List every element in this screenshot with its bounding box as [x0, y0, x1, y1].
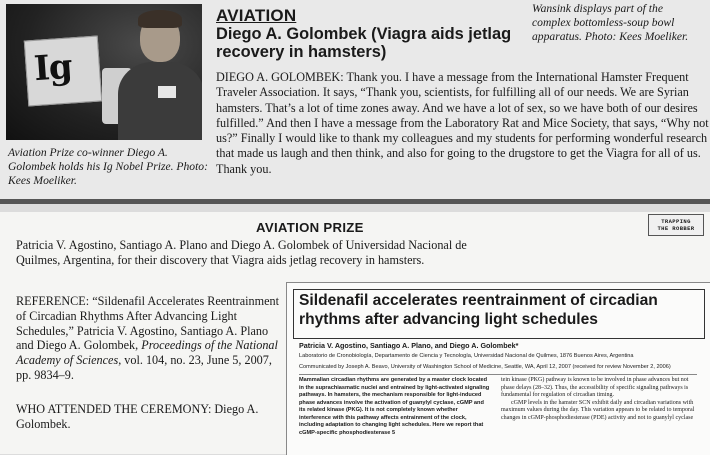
paper-rule: [299, 374, 697, 375]
speech-transcript: [216, 70, 710, 177]
paper-authors: Patricia V. Agostino, Santiago A. Plano, and Diego A. Golombek*: [299, 341, 519, 350]
golombek-photo: [6, 4, 202, 140]
person-hair: [138, 10, 182, 28]
photo-caption: Aviation Prize co-winner Diego A. Golombek holds his Ig Nobel Prize. Photo: Kees Moeliker.: [8, 146, 208, 188]
reference-label: REFERENCE:: [16, 294, 93, 308]
paper-communicated: Communicated by Joseph A. Beavo, University of Washington School of Medicine, Seattle, WA, April 12, 2007 (received for review November 2, 2006): [299, 364, 671, 370]
reference-journal: Proceedings of the National Academy of Sciences: [16, 338, 278, 368]
person-body: [118, 62, 202, 140]
ceremony-attendee: WHO ATTENDED THE CEREMONY: Diego A. Golombek.: [16, 402, 259, 431]
paper-col2-paragraph: tein kinase (PKG) pathway is known to be involved in phase advances but not phase delays (28–32). Thus, the accessibility of specific signaling pathways is fundamental for regulation of circadian timing.: [501, 377, 689, 399]
reference-tail: , vol. 104, no. 23, June 5, 2007, pp. 9834–9.: [16, 353, 272, 382]
name-badge: [158, 86, 176, 98]
paper-title: Sildenafil accelerates reentrainment of circadian rhythms after advancing light schedules: [299, 292, 658, 328]
paper-second-column: [501, 377, 699, 423]
winners-paragraph: Patricia V. Agostino, Santiago A. Plano and Diego A. Golombek of Universidad Nacional de Quilmes, Argentina, for their discovery that Viagra aids jetlag recovery in hamsters.: [16, 238, 467, 267]
prize-heading: AVIATION PRIZE: [256, 220, 364, 235]
section-heading: AVIATION: [216, 6, 297, 25]
paper-col2-paragraph: cGMP levels in the hamster SCN exhibit daily and circadian variations with maximum values during the day. This variation appears to be related to temporal changes in cGMP-phosphodiesterase (PDE) activity and not to guanylyl cyclase: [501, 399, 695, 421]
ig-sign-text: Ig: [32, 46, 74, 90]
journal-paper-clipping: [286, 282, 710, 455]
side-photo-caption: Wansink displays part of the complex bottomless-soup bowl apparatus. Photo: Kees Moeliker.: [532, 2, 689, 44]
article-title: Diego A. Golombek (Viagra aids jetlag recovery in hamsters): [216, 25, 512, 61]
page-divider: [0, 199, 710, 204]
paper-abstract: Mammalian circadian rhythms are generated by a master clock located in the suprachiasmatic nuclei and entrained by light-activated signaling pathways. In hamsters, the mechanism responsible for light-induced phase advances involve the activation of guanylyl cyclase, cGMP and its related kinase (PKG). It is not completely known whether interference with this pathway affects entrainment of the clock, including adaptation to changing light schedules. Here we report that cGMP-specific phosphodiesterase 5: [299, 377, 490, 436]
reference-text: “Sildenafil Accelerates Reentrainment of Circadian Rhythms After Advancing Light Schedules,” Patricia V. Agostino, Santiago A. Plano and Diego A. Golombek,: [16, 294, 279, 353]
trapping-the-robber-stamp: [648, 214, 704, 236]
prize-winners: [16, 238, 476, 278]
paper-affiliation: Laboratorio de Cronobiología, Departamento de Ciencia y Tecnología, Universidad Nacional de Quilmes, 1876 Buenos Aires, Argentina: [299, 353, 634, 359]
reference-citation: [16, 294, 286, 383]
stamp-line-1: TRAPPING: [661, 218, 691, 225]
speech-paragraph: DIEGO A. GOLOMBEK: Thank you. I have a message from the International Hamster Frequent Traveler Association. It says, “Thank you, scientists, for fulfilling all of our needs. We are Syrian hamsters. That’s a lot of time zones away. And we have a lot of sex, so we have both of our desires fulfilled.” And then I have a message from the Laboratory Rat and Mice Society, that says, “Why not us?” Finally I would like to thank my colleagues and my students for performing wonderful research that made us laugh and then think, and also for going to the drugstore to get the Viagra for all of us. Thank you.: [216, 70, 709, 176]
stamp-line-2: THE ROBBER: [657, 225, 695, 232]
